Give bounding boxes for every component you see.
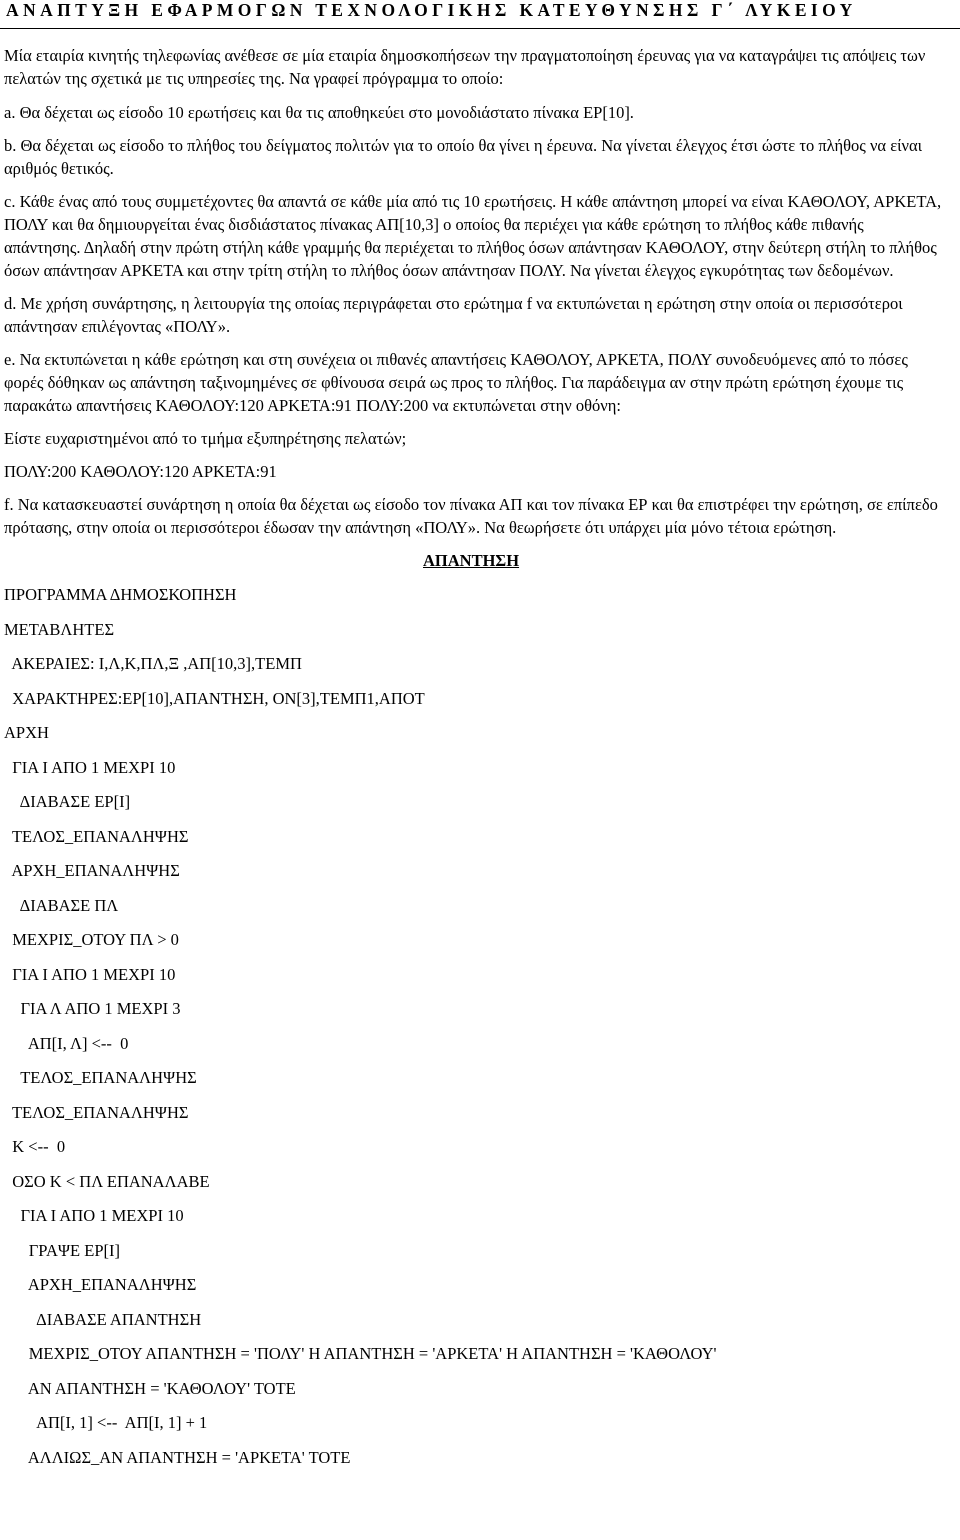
code-line: ΧΑΡΑΚΤΗΡΕΣ:ΕΡ[10],ΑΠΑΝΤΗΣΗ, ΟΝ[3],ΤΕΜΠ1,ΑΠΟΤ (4, 688, 425, 708)
answer-heading: ΑΠΑΝΤΗΣΗ (423, 551, 520, 570)
code-line: ΑΡΧΗ_ΕΠΑΝΑΛΗΨΗΣ (4, 861, 180, 880)
code-line: ΑΡΧΗ (4, 723, 49, 742)
code-line: ΓΙΑ Λ ΑΠΟ 1 ΜΕΧΡΙ 3 (4, 999, 181, 1018)
code-line: ΔΙΑΒΑΣΕ ΠΛ (4, 895, 119, 915)
example-output-line-2: ΠΟΛΥ:200 ΚΑΘΟΛΟΥ:120 ΑΡΚΕΤΑ:91 (4, 462, 277, 481)
code-line: ΓΙΑ Ι ΑΠΟ 1 ΜΕΧΡΙ 10 (4, 757, 176, 777)
code-line: ΓΡΑΨΕ ΕΡ[Ι] (4, 1240, 120, 1260)
code-line: ΓΙΑ Ι ΑΠΟ 1 ΜΕΧΡΙ 10 (4, 964, 176, 984)
code-line: ΑΠ[Ι, Λ] <-- 0 (4, 1033, 129, 1053)
code-line: ΤΕΛΟΣ_ΕΠΑΝΑΛΗΨΗΣ (4, 826, 189, 846)
code-line: ΤΕΛΟΣ_ΕΠΑΝΑΛΗΨΗΣ (4, 1102, 189, 1122)
code-line: ΜΕΧΡΙΣ_ΟΤΟΥ ΑΠΑΝΤΗΣΗ = 'ΠΟΛΥ' Η ΑΠΑΝΤΗΣΗ = 'ΑΡΚΕΤΑ' Η ΑΠΑΝΤΗΣΗ = 'ΚΑΘΟΛΟΥ' (4, 1344, 717, 1363)
question-a: a. Θα δέχεται ως είσοδο 10 ερωτήσεις και θα τις αποθηκεύει στο μονοδιάστατο πίνακα ΕΡ[10]. (4, 103, 634, 122)
example-output-line-1: Είστε ευχαριστημένοι από το τμήμα εξυπηρέτησης πελατών; (4, 429, 407, 448)
code-line: ΑΛΛΙΩΣ_ΑΝ ΑΠΑΝΤΗΣΗ = 'ΑΡΚΕΤΑ' ΤΟΤΕ (4, 1447, 351, 1467)
question-e: e. Να εκτυπώνεται η κάθε ερώτηση και στη συνέχεια οι πιθανές απαντήσεις ΚΑΘΟΛΟΥ, ΑΡΚΕΤΑ, ΠΟΛΥ συνοδευόμενες από το πόσες φορές δόθηκαν ως απάντηση ταξινομημένες σε φθίνουσα σειρά ως προς το πλήθος. Για παράδειγμα αν στην πρώτη ερώτηση έχουμε τις παρακάτω απαντήσεις ΚΑΘΟΛΟΥ:120 ΑΡΚΕΤΑ:91 ΠΟΛΥ:200 να εκτυπώνεται στην οθόνη: (4, 350, 908, 415)
code-line: ΑΚΕΡΑΙΕΣ: Ι,Λ,Κ,ΠΛ,Ξ ,ΑΠ[10,3],ΤΕΜΠ (4, 654, 302, 673)
problem-intro: Μία εταιρία κινητής τηλεφωνίας ανέθεσε σε μία εταιρία δημοσκοπήσεων την πραγματοποίηση έρευνας για να καταγράψει τις απόψεις των πελατών της σχετικά με τις υπηρεσίες της. Να γραφεί πρόγραμμα το οποίο: (4, 46, 926, 88)
code-line: ΑΠ[Ι, 1] <-- ΑΠ[Ι, 1] + 1 (4, 1413, 208, 1432)
document-body (0, 29, 960, 1480)
question-c: c. Κάθε ένας από τους συμμετέχοντες θα απαντά σε κάθε μία από τις 10 ερωτήσεις. Η κάθε απάντηση μπορεί να είναι ΚΑΘΟΛΟΥ, ΑΡΚΕΤΑ, ΠΟΛΥ και θα δημιουργείται ένας δισδιάστατος πίνακας ΑΠ[10,3] ο οποίος θα περιέχει για κάθε ερώτηση το πλήθος κάθε πιθανής απάντησης. Δηλαδή στην πρώτη στήλη κάθε γραμμής θα περιέχεται το πλήθος όσων απάντησαν ΚΑΘΟΛΟΥ, στην δεύτερη στήλη το πλήθος όσων απάντησαν ΑΡΚΕΤΑ και στην τρίτη στήλη το πλήθος όσων απάντησαν ΠΟΛΥ. Να γίνεται έλεγχος εγκυρότητας των δεδομένων. (4, 192, 942, 280)
question-b: b. Θα δέχεται ως είσοδο το πλήθος του δείγματος πολιτών για το οποίο θα γίνει η έρευνα. Να γίνεται έλεγχος έτσι ώστε το πλήθος να είναι αριθμός θετικός. (4, 136, 923, 178)
pseudocode-block (4, 583, 960, 1480)
code-line: Κ <-- 0 (4, 1137, 66, 1156)
code-line: ΑΝ ΑΠΑΝΤΗΣΗ = 'ΚΑΘΟΛΟΥ' ΤΟΤΕ (4, 1378, 296, 1398)
code-line: ΠΡΟΓΡΑΜΜΑ ΔΗΜΟΣΚΟΠΗΣΗ (4, 585, 237, 604)
code-line: ΔΙΑΒΑΣΕ ΑΠΑΝΤΗΣΗ (4, 1309, 202, 1329)
code-line: ΜΕΧΡΙΣ_ΟΤΟΥ ΠΛ > 0 (4, 930, 179, 949)
code-line: ΜΕΤΑΒΛΗΤΕΣ (4, 619, 115, 639)
code-line: ΓΙΑ Ι ΑΠΟ 1 ΜΕΧΡΙ 10 (4, 1206, 184, 1225)
page-header: ΑΝΑΠΤΥΞΗ ΕΦΑΡΜΟΓΩΝ ΤΕΧΝΟΛΟΓΙΚΗΣ ΚΑΤΕΥΘΥΝΣΗΣ Γ΄ ΛΥΚΕΙΟΥ (0, 0, 960, 29)
question-f: f. Να κατασκευαστεί συνάρτηση η οποία θα δέχεται ως είσοδο τον πίνακα ΑΠ και τον πίνακα ΕΡ και θα επιστρέφει την ερώτηση, σε επίπεδο πρότασης, στην οποία οι περισσότεροι έδωσαν την απάντηση «ΠΟΛΥ». Να θεωρήσετε ότι υπάρχει μία μόνο τέτοια ερώτηση. (4, 495, 938, 537)
code-line: ΑΡΧΗ_ΕΠΑΝΑΛΗΨΗΣ (4, 1275, 197, 1294)
question-d: d. Με χρήση συνάρτησης, η λειτουργία της οποίας περιγράφεται στο ερώτημα f να εκτυπώνεται η ερώτηση στην οποία οι περισσότεροι απάντησαν επιλέγοντας «ΠΟΛΥ». (4, 294, 903, 336)
code-line: ΤΕΛΟΣ_ΕΠΑΝΑΛΗΨΗΣ (4, 1068, 197, 1087)
code-line: ΔΙΑΒΑΣΕ ΕΡ[Ι] (4, 792, 131, 811)
code-line: ΟΣΟ Κ < ΠΛ ΕΠΑΝΑΛΑΒΕ (4, 1171, 210, 1191)
